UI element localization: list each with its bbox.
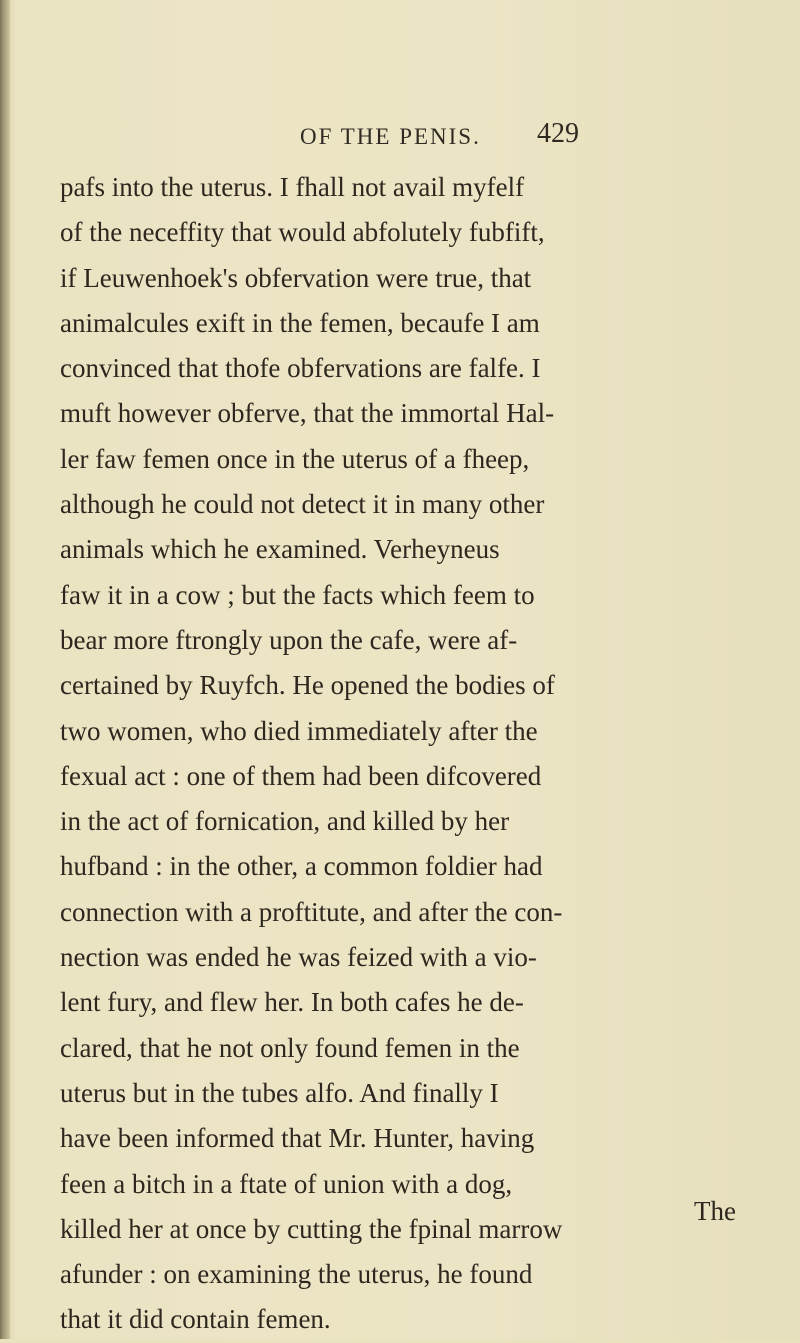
- text-line: hufband : in the other, a common foldier had: [60, 851, 543, 882]
- catchword: The: [694, 1196, 736, 1226]
- text-line: certained by Ruyfch. He opened the bodies of: [60, 670, 555, 701]
- body-text: [60, 165, 760, 1343]
- text-line: muft however obferve, that the immortal Hal-: [60, 398, 555, 429]
- text-line: fexual act : one of them had been difcovered: [60, 760, 542, 791]
- text-line: nection was ended he was feized with a vio-: [60, 942, 537, 973]
- text-line: lent fury, and flew her. In both cafes he de-: [60, 987, 524, 1018]
- text-line: pafs into the uterus. I fhall not avail myfelf: [60, 172, 525, 202]
- text-line: have been informed that Mr. Hunter, having: [60, 1123, 535, 1154]
- text-line: that it did contain femen.: [60, 1304, 331, 1335]
- text-line: connection with a proftitute, and after the con-: [60, 896, 563, 927]
- text-line: bear more ftrongly upon the cafe, were af-: [60, 624, 518, 655]
- text-line: uterus but in the tubes alfo. And finally I: [60, 1077, 499, 1108]
- text-line: in the act of fornication, and killed by her: [60, 806, 510, 837]
- text-line: if Leuwenhoek's obfervation were true, that: [60, 262, 532, 293]
- text-line: convinced that thofe obfervations are falfe. I: [60, 353, 541, 384]
- text-line: ler faw femen once in the uterus of a fheep,: [60, 443, 530, 474]
- text-line: killed her at once by cutting the fpinal marrow: [60, 1213, 563, 1244]
- text-line: two women, who died immediately after the: [60, 715, 538, 746]
- text-line: clared, that he not only found femen in the: [60, 1032, 520, 1063]
- text-line: although he could not detect it in many other: [60, 489, 545, 520]
- text-line: faw it in a cow ; but the facts which feem to: [60, 579, 535, 610]
- page-gutter: [0, 0, 10, 1339]
- page-header: [300, 118, 640, 152]
- text-line: of the neceffity that would abfolutely fubfift,: [60, 217, 545, 248]
- text-line: animalcules exift in the femen, becaufe I am: [60, 307, 540, 338]
- running-head: OF THE PENIS.: [300, 124, 481, 149]
- text-line: feen a bitch in a ftate of union with a dog,: [60, 1168, 513, 1199]
- text-line: afunder : on examining the uterus, he found: [60, 1259, 533, 1290]
- text-line: animals which he examined. Verheyneus: [60, 534, 500, 565]
- page-number: 429: [537, 118, 579, 149]
